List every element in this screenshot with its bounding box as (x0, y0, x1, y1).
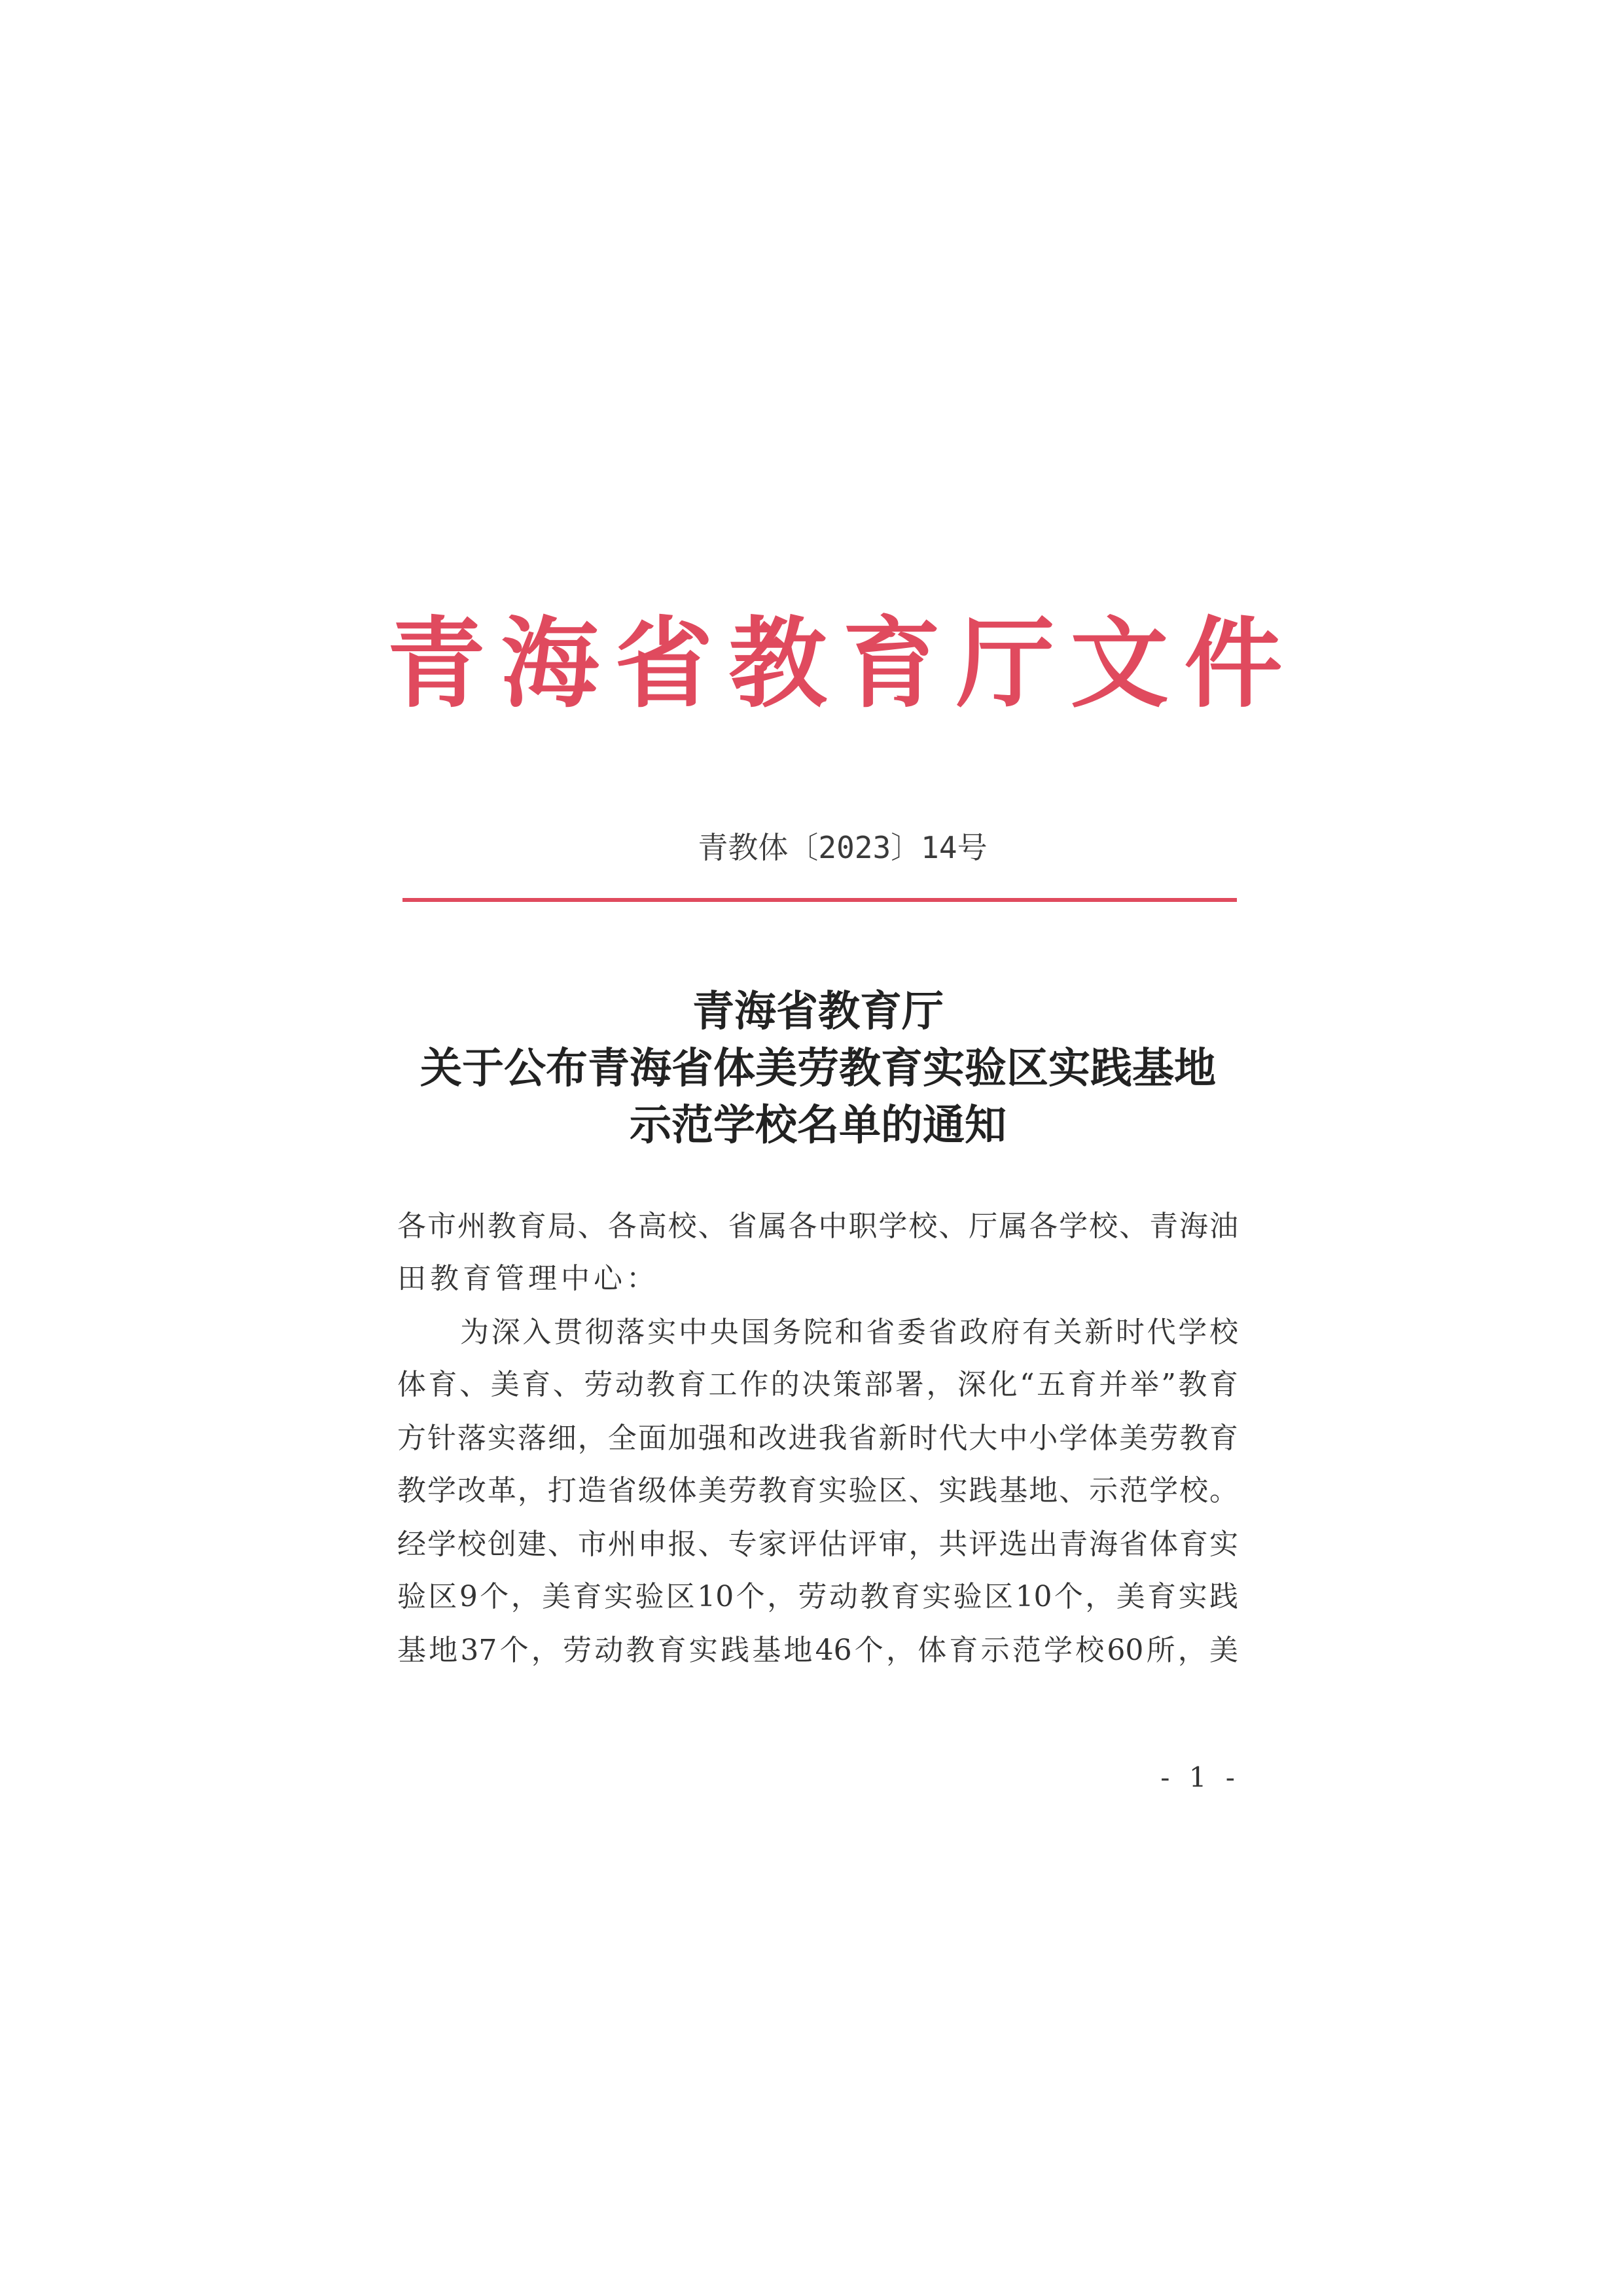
document-header-title: 青海省教育厅文件 (387, 607, 1298, 721)
body-line: 方针落实落细，全面加强和改进我省新时代大中小学体美劳教育 (397, 1422, 1238, 1455)
notice-title-line-1: 青海省教育厅 (692, 987, 944, 1036)
body-line: 验区9个，美育实验区10个，劳动教育实验区10个，美育实践 (397, 1580, 1238, 1613)
body-line: 为深入贯彻落实中央国务院和省委省政府有关新时代学校 (460, 1316, 1238, 1349)
body-line-recipients: 各市州教育局、各高校、省属各中职学校、厅属各学校、青海油 (397, 1210, 1238, 1243)
body-line-recipients-cont: 田教育管理中心： (397, 1262, 659, 1295)
body-line: 基地37个，劳动教育实践基地46个，体育示范学校60所，美 (397, 1634, 1238, 1667)
document-number: 青教体〔2023〕14号 (698, 830, 988, 865)
notice-title-line-2: 关于公布青海省体美劳教育实验区实践基地 (420, 1044, 1216, 1093)
page-number: - 1 - (1160, 1761, 1240, 1793)
body-line: 教学改革，打造省级体美劳教育实验区、实践基地、示范学校。 (397, 1474, 1238, 1507)
red-divider-line (402, 898, 1237, 902)
body-line: 经学校创建、市州申报、专家评估评审，共评选出青海省体育实 (397, 1528, 1238, 1561)
body-line: 体育、美育、劳动教育工作的决策部署，深化“五育并举”教育 (397, 1368, 1238, 1401)
notice-title-line-3: 示范学校名单的通知 (630, 1101, 1007, 1150)
